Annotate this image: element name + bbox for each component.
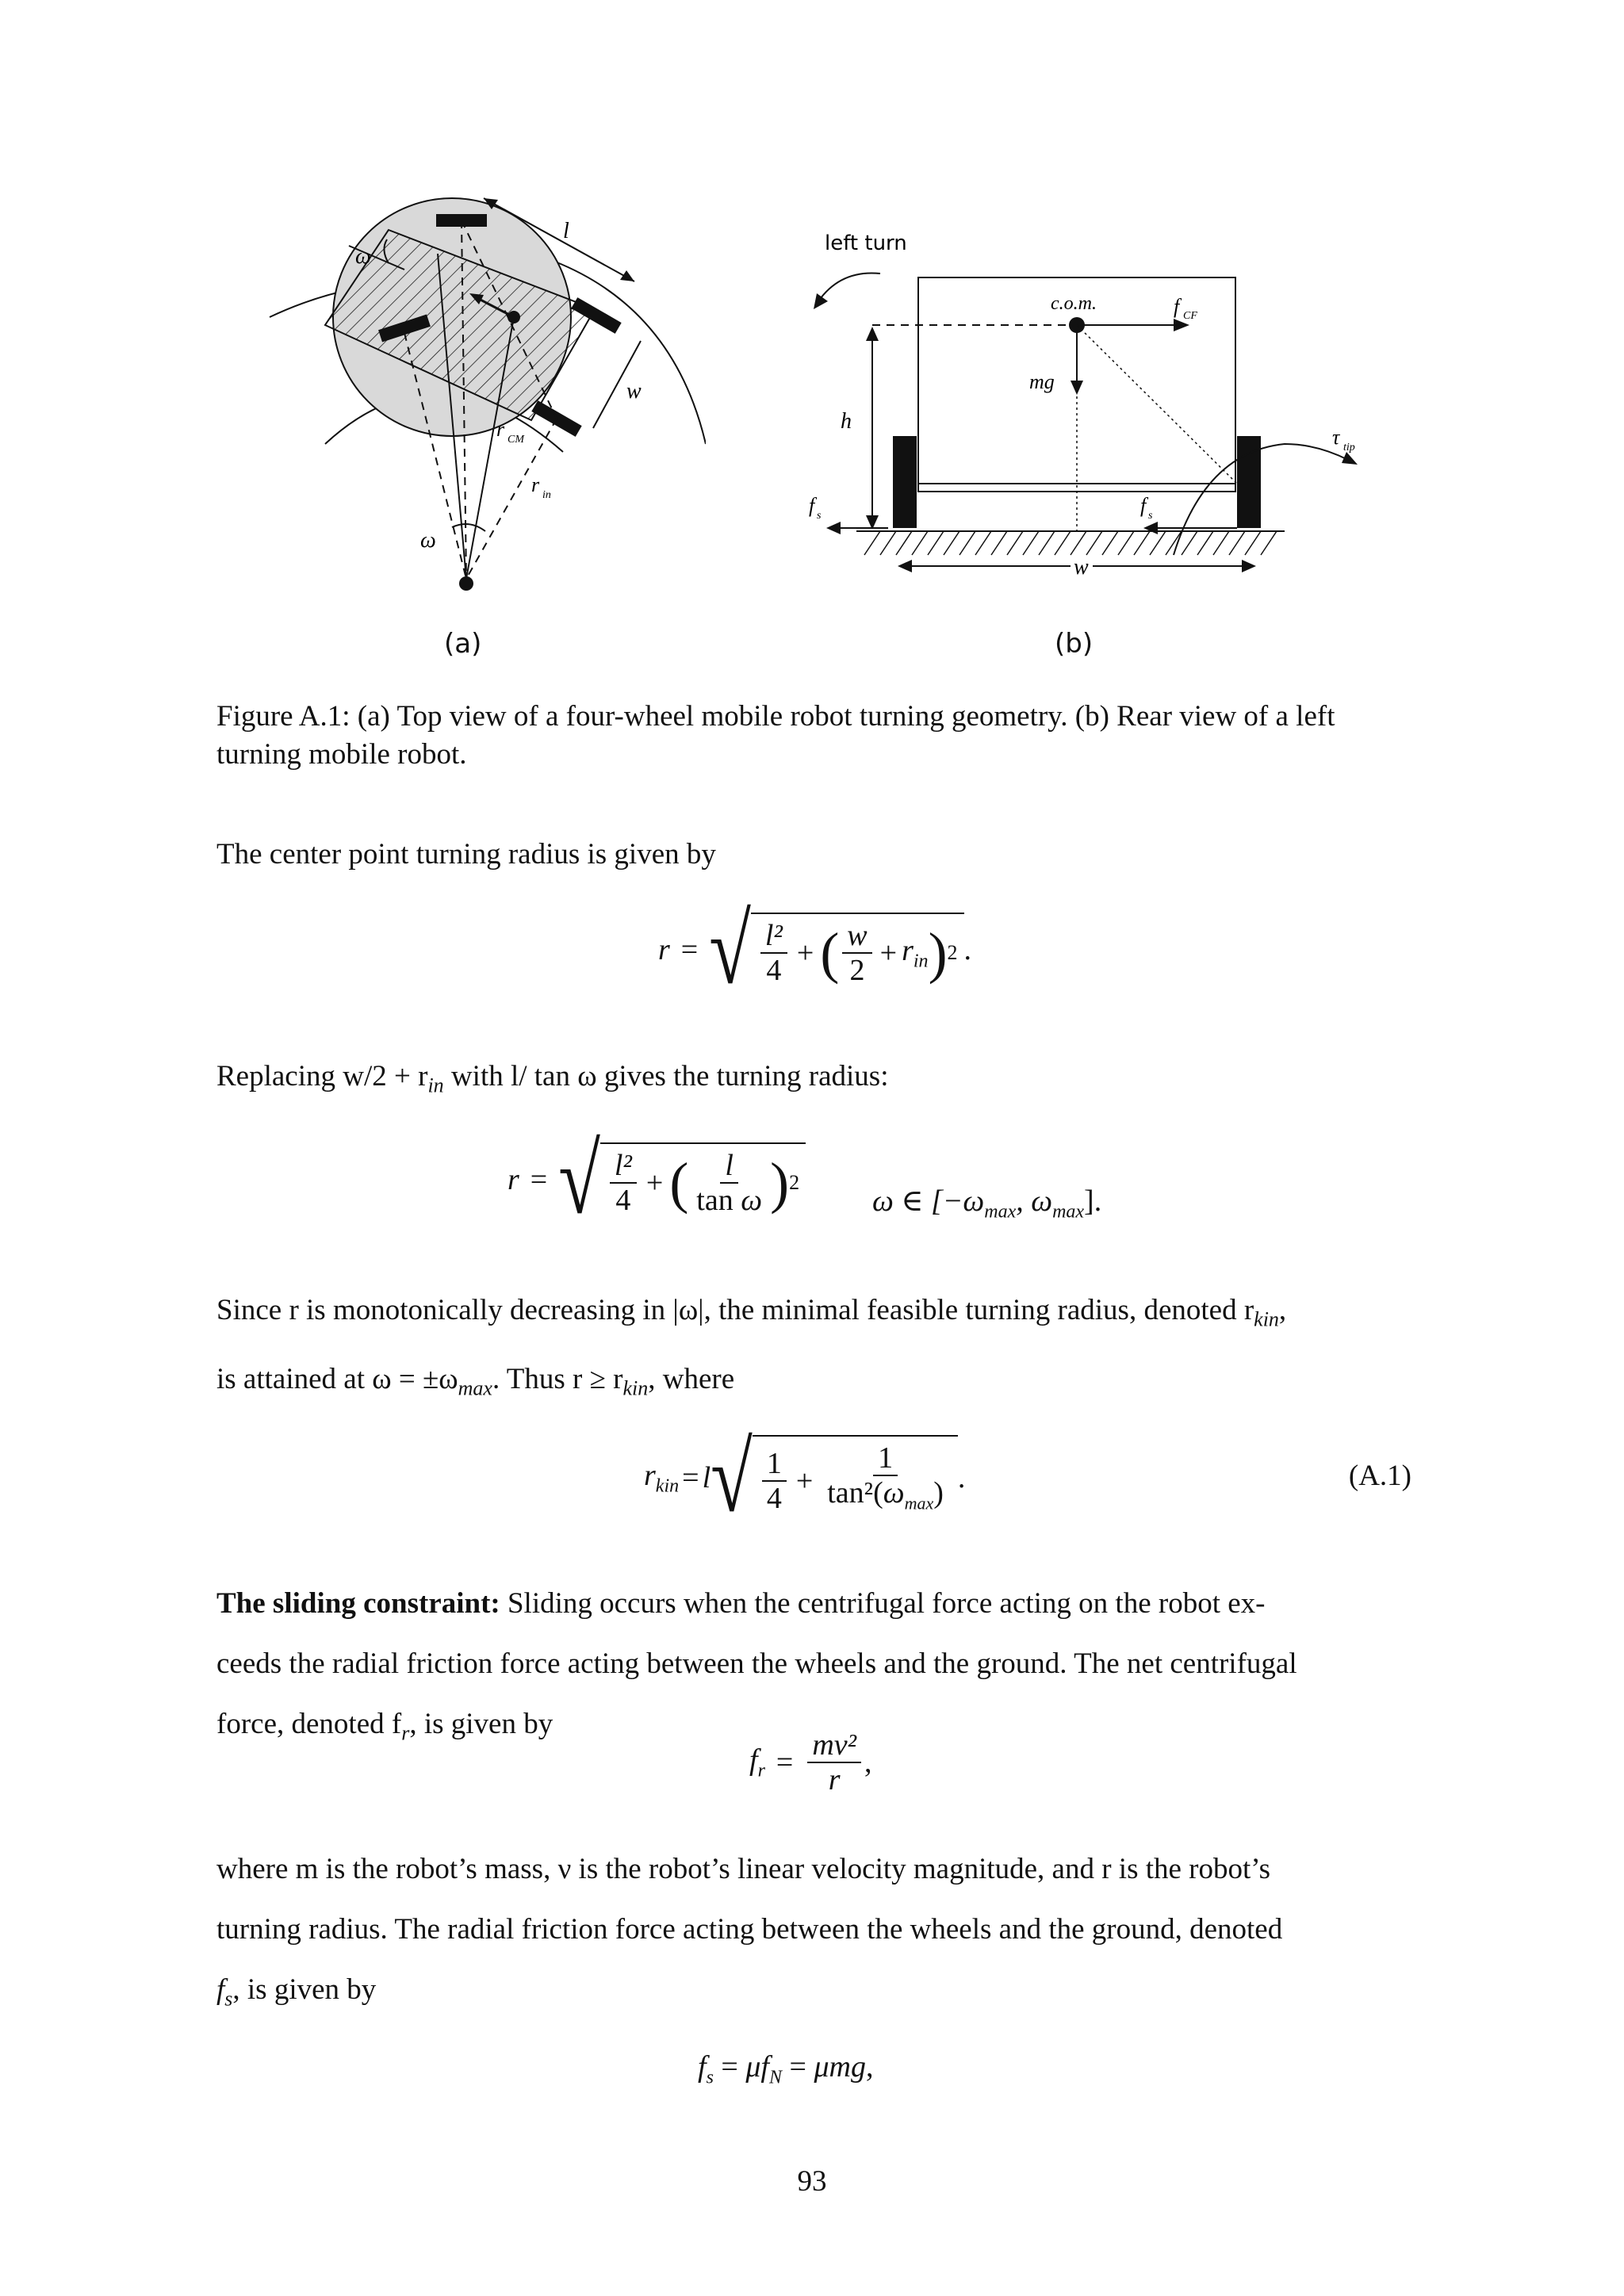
arrowhead: [620, 270, 634, 281]
label-omega-top: ω: [355, 244, 371, 269]
label-mg: mg: [1029, 370, 1055, 393]
arrowhead: [1143, 522, 1158, 534]
equation-number-a1: (A.1): [1348, 1460, 1411, 1492]
tip-dotted-line: [1077, 325, 1237, 484]
label-f-cf: f: [1174, 295, 1180, 318]
left-turn-arrow: [818, 273, 880, 301]
label-r-cm-sub: CM: [508, 434, 524, 446]
arrowhead: [1071, 381, 1083, 395]
figure-a-top-view: [262, 182, 706, 642]
label-w: w: [626, 379, 642, 404]
center-of-mass-dot: [508, 311, 520, 323]
ground-hatch: [864, 531, 1277, 555]
label-com: c.o.m.: [1051, 293, 1097, 314]
equation-domain: ω ∈ [$-\omega_{max}$, $\omega_{max}$].: [872, 1184, 1102, 1223]
center-of-rotation-dot: [459, 576, 473, 591]
arrowhead: [866, 327, 879, 341]
figure-caption: Figure A.1: (a) Top view of a four-wheel mobile robot turning geometry. (b) Rear view of a left turning mobile robot.: [216, 700, 1335, 771]
label-omega-bottom: ω: [420, 528, 436, 553]
figure-b-rear-view: [777, 182, 1380, 626]
label-l: l: [563, 219, 569, 243]
label-r-cm: r: [496, 418, 505, 441]
equation-a1: $r_{kin}$ = l √ $\frac{1}{4}$ + $\frac{1}{\tan^2(\omega_{max})}$ .: [644, 1422, 966, 1533]
paragraph-where: where m is the robot’s mass, ν is the robot’s linear velocity magnitude, and r is the robot’s turning radius. The radial friction force acting between the wheels and the ground, denoted $f_s$, is given by: [216, 1853, 1283, 2011]
sublabel-a: (a): [444, 628, 482, 660]
arrowhead: [898, 560, 912, 572]
label-tau-tip-sub: tip: [1343, 442, 1355, 453]
label-left-turn: left turn: [825, 232, 907, 255]
paragraph-replacing: Replacing $w/2 + r_{in}$ with l/ tan ω gives the turning radius:: [216, 1060, 889, 1097]
label-r-in: r: [531, 473, 540, 496]
label-fs-left-sub: s: [817, 510, 822, 522]
paragraph-center-radius: The center point turning radius is given by: [216, 838, 716, 871]
page-number: 93: [797, 2165, 827, 2198]
arrowhead: [814, 293, 828, 309]
arrowhead: [1242, 560, 1256, 572]
label-fs-right-sub: s: [1148, 510, 1153, 522]
paragraph-sliding: The sliding constraint: Sliding occurs when the centrifugal force acting on the robot ex- ceeds the radial friction force acting between the wheels and the ground. The net centrifugal force, denoted $f_r$, is given by: [216, 1587, 1297, 1745]
outer-arc-right: [555, 262, 706, 444]
label-tau-tip: τ: [1332, 426, 1340, 449]
equation-centrifugal: $f_r$ = $\frac{\text{mν²}}{r}$ ,: [749, 1728, 872, 1797]
equation-turning-radius: r = √ $\frac{\text{l²}}{4}$ + ( $\frac{l}{\text{tan ω}}$ ) 2: [508, 1142, 806, 1218]
figure-a-diagram: [262, 182, 706, 642]
arrowhead: [1342, 452, 1358, 465]
sublabel-b: (b): [1055, 628, 1094, 660]
label-h: h: [841, 409, 852, 434]
figure-b-diagram: [777, 182, 1380, 626]
paragraph-since: Since r is monotonically decreasing in |ω|, the minimal feasible turning radius, denoted $r_{kin}$, is attained at $\omega = \pm\omega_{max}$. Thus $r \ge r_{kin}$, where: [216, 1294, 1287, 1400]
label-f-cf-sub: CF: [1183, 310, 1197, 322]
arrowhead: [826, 522, 841, 534]
label-w: w: [1074, 555, 1089, 580]
equation-friction: $f_s = \mu f_N = \mu mg$,: [698, 2050, 874, 2088]
omega-arc-bottom: [452, 524, 485, 531]
label-r-in-sub: in: [542, 489, 551, 501]
label-fs-left: f: [809, 494, 815, 517]
label-fs-right: f: [1140, 494, 1147, 517]
wheel-left: [893, 436, 917, 528]
equation-center-radius: r = √ $\frac{\text{l²}}{4}$ + ( $\frac{w}{2}$ + $r_{in}$ ) 2 .: [658, 894, 972, 1004]
